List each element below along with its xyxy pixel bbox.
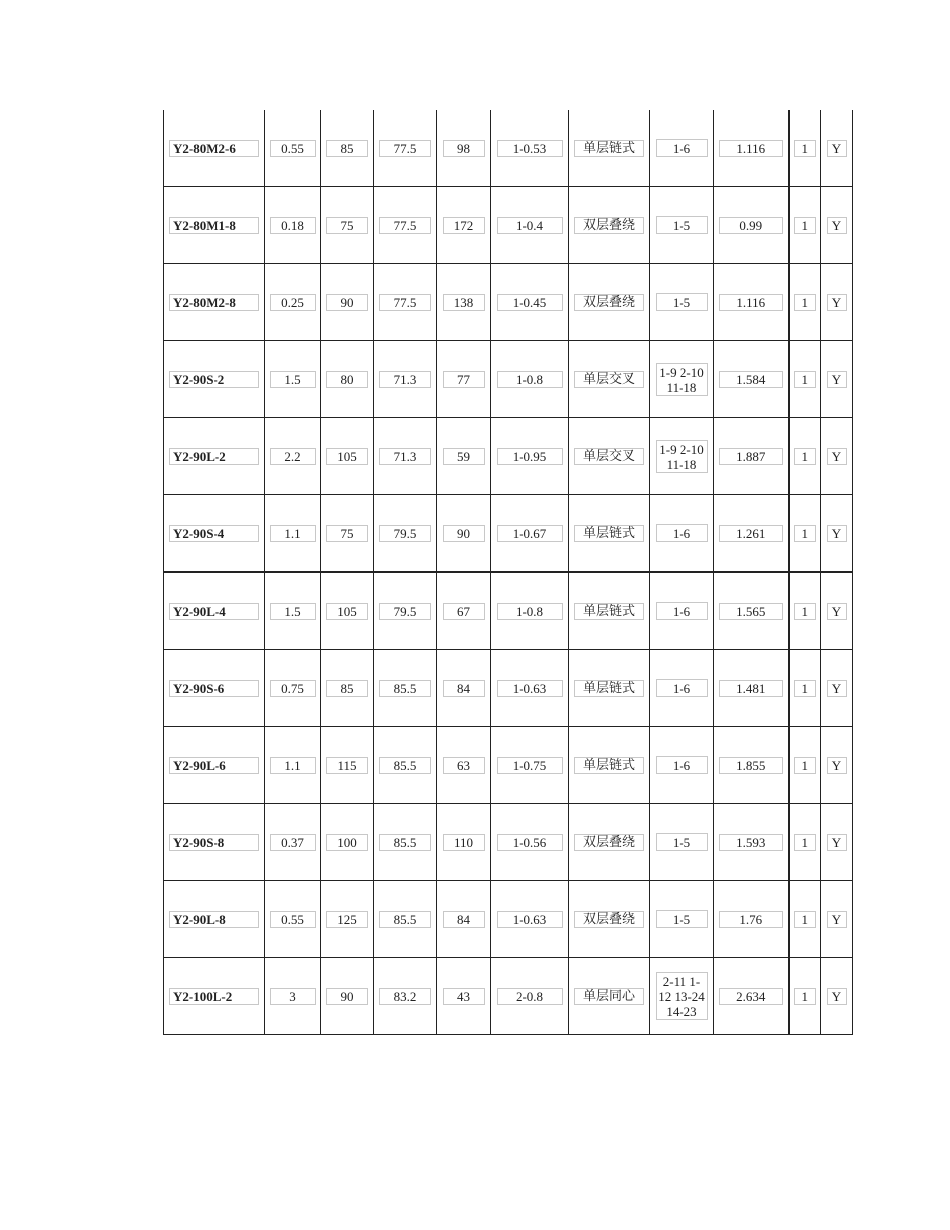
- wire-spec-value: 1-0.56: [497, 834, 563, 851]
- table-cell-model: [164, 418, 265, 495]
- wire-weight-value: 0.99: [719, 217, 783, 234]
- winding-type-value: 单层链式: [574, 140, 644, 157]
- model-value: Y2-90L-2: [169, 448, 259, 465]
- table-cell-turns-per-coil: [437, 881, 491, 958]
- wire-spec-value: 1-0.75: [497, 757, 563, 774]
- table-row: [164, 187, 853, 264]
- table-cell-power: [265, 110, 321, 187]
- table-cell-power: [265, 958, 321, 1035]
- table-cell-model: [164, 110, 265, 187]
- connection-value: Y: [827, 680, 847, 697]
- turns-per-coil-value: 84: [443, 911, 485, 928]
- winding-type-value: 双层叠绕: [574, 294, 644, 311]
- table-cell-coil-span: [650, 727, 714, 804]
- table-cell-core-inner-diameter: [374, 572, 437, 650]
- table-cell-core-inner-diameter: [374, 264, 437, 341]
- table-cell-wire-spec: [491, 727, 569, 804]
- connection-value: Y: [827, 911, 847, 928]
- turns-per-coil-value: 43: [443, 988, 485, 1005]
- power-value: 0.18: [270, 217, 316, 234]
- turns-per-coil-value: 110: [443, 834, 485, 851]
- table-cell-core-inner-diameter: [374, 341, 437, 418]
- table-cell-coil-span: [650, 187, 714, 264]
- connection-value: Y: [827, 834, 847, 851]
- core-length-value: 85: [326, 140, 368, 157]
- table-cell-wire-spec: [491, 341, 569, 418]
- core-inner-diameter-value: 71.3: [379, 448, 431, 465]
- table-cell-core-inner-diameter: [374, 187, 437, 264]
- connection-value: Y: [827, 988, 847, 1005]
- wire-spec-value: 1-0.95: [497, 448, 563, 465]
- power-value: 0.25: [270, 294, 316, 311]
- table-cell-power: [265, 187, 321, 264]
- table-row: [164, 727, 853, 804]
- table-cell-model: [164, 804, 265, 881]
- parallel-paths-value: 1: [794, 911, 816, 928]
- table-cell-connection: [821, 650, 853, 727]
- table-cell-core-length: [321, 958, 374, 1035]
- table-cell-turns-per-coil: [437, 110, 491, 187]
- table-body: [164, 110, 853, 1035]
- winding-type-value: 单层链式: [574, 603, 644, 620]
- table-cell-parallel-paths: [789, 727, 821, 804]
- coil-span-value: 2-11 1-12 13-24 14-23: [656, 972, 708, 1020]
- table-cell-wire-weight: [714, 804, 789, 881]
- table-cell-model: [164, 958, 265, 1035]
- table-cell-connection: [821, 187, 853, 264]
- model-value: Y2-90L-8: [169, 911, 259, 928]
- table-cell-core-inner-diameter: [374, 881, 437, 958]
- table-row: [164, 881, 853, 958]
- parallel-paths-value: 1: [794, 294, 816, 311]
- coil-span-value: 1-9 2-10 11-18: [656, 363, 708, 396]
- table-cell-core-inner-diameter: [374, 650, 437, 727]
- power-value: 0.37: [270, 834, 316, 851]
- coil-span-value: 1-6: [656, 679, 708, 697]
- connection-value: Y: [827, 525, 847, 542]
- table-row: [164, 341, 853, 418]
- table-row: [164, 650, 853, 727]
- turns-per-coil-value: 84: [443, 680, 485, 697]
- wire-weight-value: 1.116: [719, 140, 783, 157]
- table-cell-wire-weight: [714, 650, 789, 727]
- core-inner-diameter-value: 77.5: [379, 294, 431, 311]
- core-length-value: 125: [326, 911, 368, 928]
- table-cell-winding-type: [569, 650, 650, 727]
- table-cell-coil-span: [650, 418, 714, 495]
- table-cell-parallel-paths: [789, 572, 821, 650]
- table-cell-power: [265, 804, 321, 881]
- core-inner-diameter-value: 77.5: [379, 217, 431, 234]
- winding-type-value: 双层叠绕: [574, 834, 644, 851]
- core-length-value: 100: [326, 834, 368, 851]
- table-cell-parallel-paths: [789, 495, 821, 573]
- core-length-value: 80: [326, 371, 368, 388]
- core-length-value: 105: [326, 603, 368, 620]
- table-cell-core-length: [321, 418, 374, 495]
- wire-spec-value: 1-0.4: [497, 217, 563, 234]
- power-value: 0.75: [270, 680, 316, 697]
- table-cell-coil-span: [650, 881, 714, 958]
- table-cell-core-length: [321, 572, 374, 650]
- core-inner-diameter-value: 85.5: [379, 911, 431, 928]
- turns-per-coil-value: 138: [443, 294, 485, 311]
- wire-spec-value: 1-0.8: [497, 603, 563, 620]
- wire-weight-value: 1.584: [719, 371, 783, 388]
- power-value: 0.55: [270, 911, 316, 928]
- wire-spec-value: 1-0.53: [497, 140, 563, 157]
- wire-weight-value: 1.593: [719, 834, 783, 851]
- core-inner-diameter-value: 71.3: [379, 371, 431, 388]
- table-cell-wire-weight: [714, 341, 789, 418]
- table-cell-wire-spec: [491, 958, 569, 1035]
- core-inner-diameter-value: 85.5: [379, 834, 431, 851]
- table-cell-winding-type: [569, 958, 650, 1035]
- table-cell-parallel-paths: [789, 418, 821, 495]
- table-cell-connection: [821, 110, 853, 187]
- wire-spec-value: 1-0.63: [497, 680, 563, 697]
- model-value: Y2-90L-4: [169, 603, 259, 620]
- table-cell-parallel-paths: [789, 804, 821, 881]
- table-cell-power: [265, 418, 321, 495]
- table-cell-wire-spec: [491, 572, 569, 650]
- parallel-paths-value: 1: [794, 140, 816, 157]
- table-cell-coil-span: [650, 650, 714, 727]
- turns-per-coil-value: 172: [443, 217, 485, 234]
- table-cell-turns-per-coil: [437, 804, 491, 881]
- table-cell-coil-span: [650, 495, 714, 573]
- table-cell-coil-span: [650, 572, 714, 650]
- table-cell-winding-type: [569, 495, 650, 573]
- winding-type-value: 双层叠绕: [574, 217, 644, 234]
- table-cell-connection: [821, 727, 853, 804]
- turns-per-coil-value: 67: [443, 603, 485, 620]
- wire-weight-value: 1.565: [719, 603, 783, 620]
- winding-type-value: 单层交叉: [574, 371, 644, 388]
- parallel-paths-value: 1: [794, 371, 816, 388]
- wire-weight-value: 1.76: [719, 911, 783, 928]
- table-cell-turns-per-coil: [437, 418, 491, 495]
- table-cell-power: [265, 341, 321, 418]
- model-value: Y2-80M1-8: [169, 217, 259, 234]
- table-cell-winding-type: [569, 418, 650, 495]
- table-cell-wire-spec: [491, 187, 569, 264]
- table-cell-model: [164, 187, 265, 264]
- motor-spec-table: [163, 110, 853, 1035]
- winding-type-value: 单层交叉: [574, 448, 644, 465]
- table-cell-parallel-paths: [789, 110, 821, 187]
- table-cell-wire-weight: [714, 572, 789, 650]
- table-cell-wire-spec: [491, 804, 569, 881]
- power-value: 2.2: [270, 448, 316, 465]
- connection-value: Y: [827, 217, 847, 234]
- power-value: 1.1: [270, 525, 316, 542]
- table-cell-core-length: [321, 187, 374, 264]
- parallel-paths-value: 1: [794, 525, 816, 542]
- table-cell-connection: [821, 495, 853, 573]
- wire-spec-value: 1-0.8: [497, 371, 563, 388]
- table-cell-parallel-paths: [789, 881, 821, 958]
- table-cell-parallel-paths: [789, 187, 821, 264]
- coil-span-value: 1-5: [656, 293, 708, 311]
- table-cell-winding-type: [569, 804, 650, 881]
- table-cell-wire-spec: [491, 110, 569, 187]
- wire-spec-value: 1-0.45: [497, 294, 563, 311]
- turns-per-coil-value: 63: [443, 757, 485, 774]
- table-cell-turns-per-coil: [437, 187, 491, 264]
- core-length-value: 105: [326, 448, 368, 465]
- table-cell-wire-weight: [714, 958, 789, 1035]
- table-cell-winding-type: [569, 881, 650, 958]
- table-cell-power: [265, 572, 321, 650]
- table-cell-model: [164, 727, 265, 804]
- wire-weight-value: 2.634: [719, 988, 783, 1005]
- table-row: [164, 495, 853, 573]
- table-cell-connection: [821, 572, 853, 650]
- model-value: Y2-80M2-6: [169, 140, 259, 157]
- table-cell-coil-span: [650, 110, 714, 187]
- connection-value: Y: [827, 294, 847, 311]
- core-length-value: 75: [326, 217, 368, 234]
- model-value: Y2-90S-8: [169, 834, 259, 851]
- table-cell-model: [164, 572, 265, 650]
- table-cell-parallel-paths: [789, 264, 821, 341]
- table-row: [164, 264, 853, 341]
- winding-type-value: 单层同心: [574, 988, 644, 1005]
- table-cell-power: [265, 881, 321, 958]
- table-cell-model: [164, 495, 265, 573]
- table-cell-connection: [821, 418, 853, 495]
- core-inner-diameter-value: 77.5: [379, 140, 431, 157]
- table-cell-parallel-paths: [789, 650, 821, 727]
- table-cell-power: [265, 727, 321, 804]
- table-cell-power: [265, 495, 321, 573]
- table-cell-winding-type: [569, 341, 650, 418]
- table-cell-coil-span: [650, 958, 714, 1035]
- coil-span-value: 1-9 2-10 11-18: [656, 440, 708, 473]
- table-cell-winding-type: [569, 727, 650, 804]
- model-value: Y2-80M2-8: [169, 294, 259, 311]
- table-cell-connection: [821, 341, 853, 418]
- table-cell-wire-weight: [714, 727, 789, 804]
- wire-weight-value: 1.481: [719, 680, 783, 697]
- wire-spec-value: 1-0.67: [497, 525, 563, 542]
- parallel-paths-value: 1: [794, 603, 816, 620]
- table-cell-turns-per-coil: [437, 727, 491, 804]
- parallel-paths-value: 1: [794, 834, 816, 851]
- table-cell-core-length: [321, 110, 374, 187]
- power-value: 1.5: [270, 371, 316, 388]
- table-cell-wire-weight: [714, 187, 789, 264]
- table-cell-coil-span: [650, 264, 714, 341]
- table-row: [164, 572, 853, 650]
- table-cell-winding-type: [569, 110, 650, 187]
- model-value: Y2-100L-2: [169, 988, 259, 1005]
- table-cell-wire-weight: [714, 264, 789, 341]
- table-cell-wire-spec: [491, 650, 569, 727]
- table-cell-core-inner-diameter: [374, 110, 437, 187]
- parallel-paths-value: 1: [794, 448, 816, 465]
- power-value: 3: [270, 988, 316, 1005]
- power-value: 1.5: [270, 603, 316, 620]
- table-cell-model: [164, 341, 265, 418]
- table-cell-turns-per-coil: [437, 495, 491, 573]
- table-cell-wire-weight: [714, 418, 789, 495]
- table-cell-connection: [821, 881, 853, 958]
- table-cell-wire-spec: [491, 881, 569, 958]
- table-cell-winding-type: [569, 572, 650, 650]
- parallel-paths-value: 1: [794, 217, 816, 234]
- wire-weight-value: 1.116: [719, 294, 783, 311]
- core-length-value: 85: [326, 680, 368, 697]
- core-inner-diameter-value: 85.5: [379, 680, 431, 697]
- core-inner-diameter-value: 85.5: [379, 757, 431, 774]
- table-cell-winding-type: [569, 187, 650, 264]
- table-cell-winding-type: [569, 264, 650, 341]
- table-cell-core-length: [321, 804, 374, 881]
- table-cell-coil-span: [650, 804, 714, 881]
- table-cell-core-length: [321, 264, 374, 341]
- table-cell-wire-weight: [714, 881, 789, 958]
- connection-value: Y: [827, 371, 847, 388]
- table-row: [164, 958, 853, 1035]
- coil-span-value: 1-6: [656, 524, 708, 542]
- table-row: [164, 804, 853, 881]
- table-cell-core-inner-diameter: [374, 804, 437, 881]
- model-value: Y2-90S-6: [169, 680, 259, 697]
- wire-weight-value: 1.855: [719, 757, 783, 774]
- coil-span-value: 1-5: [656, 910, 708, 928]
- turns-per-coil-value: 59: [443, 448, 485, 465]
- table-cell-model: [164, 881, 265, 958]
- table-cell-core-inner-diameter: [374, 958, 437, 1035]
- core-inner-diameter-value: 79.5: [379, 525, 431, 542]
- power-value: 0.55: [270, 140, 316, 157]
- table-cell-core-inner-diameter: [374, 727, 437, 804]
- turns-per-coil-value: 90: [443, 525, 485, 542]
- table-cell-parallel-paths: [789, 341, 821, 418]
- table-cell-core-length: [321, 495, 374, 573]
- coil-span-value: 1-6: [656, 756, 708, 774]
- table-cell-turns-per-coil: [437, 650, 491, 727]
- wire-weight-value: 1.261: [719, 525, 783, 542]
- coil-span-value: 1-6: [656, 139, 708, 157]
- table-cell-core-length: [321, 727, 374, 804]
- winding-type-value: 单层链式: [574, 525, 644, 542]
- turns-per-coil-value: 98: [443, 140, 485, 157]
- connection-value: Y: [827, 140, 847, 157]
- table-cell-turns-per-coil: [437, 572, 491, 650]
- table-cell-model: [164, 650, 265, 727]
- turns-per-coil-value: 77: [443, 371, 485, 388]
- wire-spec-value: 1-0.63: [497, 911, 563, 928]
- table-cell-wire-spec: [491, 264, 569, 341]
- table-row: [164, 418, 853, 495]
- coil-span-value: 1-5: [656, 833, 708, 851]
- table-cell-wire-weight: [714, 495, 789, 573]
- power-value: 1.1: [270, 757, 316, 774]
- table-cell-core-length: [321, 341, 374, 418]
- coil-span-value: 1-6: [656, 602, 708, 620]
- model-value: Y2-90S-4: [169, 525, 259, 542]
- table-cell-core-inner-diameter: [374, 495, 437, 573]
- core-inner-diameter-value: 83.2: [379, 988, 431, 1005]
- table-cell-wire-weight: [714, 110, 789, 187]
- winding-type-value: 单层链式: [574, 680, 644, 697]
- table-cell-core-length: [321, 881, 374, 958]
- wire-spec-value: 2-0.8: [497, 988, 563, 1005]
- table-cell-power: [265, 264, 321, 341]
- table-cell-wire-spec: [491, 418, 569, 495]
- model-value: Y2-90S-2: [169, 371, 259, 388]
- parallel-paths-value: 1: [794, 757, 816, 774]
- table-cell-core-inner-diameter: [374, 418, 437, 495]
- parallel-paths-value: 1: [794, 680, 816, 697]
- table-row: [164, 110, 853, 187]
- coil-span-value: 1-5: [656, 216, 708, 234]
- core-inner-diameter-value: 79.5: [379, 603, 431, 620]
- winding-type-value: 单层链式: [574, 757, 644, 774]
- table-cell-turns-per-coil: [437, 264, 491, 341]
- table-cell-power: [265, 650, 321, 727]
- table-cell-connection: [821, 804, 853, 881]
- table-cell-core-length: [321, 650, 374, 727]
- table-cell-turns-per-coil: [437, 341, 491, 418]
- connection-value: Y: [827, 757, 847, 774]
- core-length-value: 75: [326, 525, 368, 542]
- table-cell-wire-spec: [491, 495, 569, 573]
- table-cell-parallel-paths: [789, 958, 821, 1035]
- table-cell-model: [164, 264, 265, 341]
- core-length-value: 115: [326, 757, 368, 774]
- connection-value: Y: [827, 603, 847, 620]
- table-cell-connection: [821, 264, 853, 341]
- table-cell-turns-per-coil: [437, 958, 491, 1035]
- table-cell-coil-span: [650, 341, 714, 418]
- table-cell-connection: [821, 958, 853, 1035]
- connection-value: Y: [827, 448, 847, 465]
- core-length-value: 90: [326, 294, 368, 311]
- parallel-paths-value: 1: [794, 988, 816, 1005]
- wire-weight-value: 1.887: [719, 448, 783, 465]
- core-length-value: 90: [326, 988, 368, 1005]
- model-value: Y2-90L-6: [169, 757, 259, 774]
- winding-type-value: 双层叠绕: [574, 911, 644, 928]
